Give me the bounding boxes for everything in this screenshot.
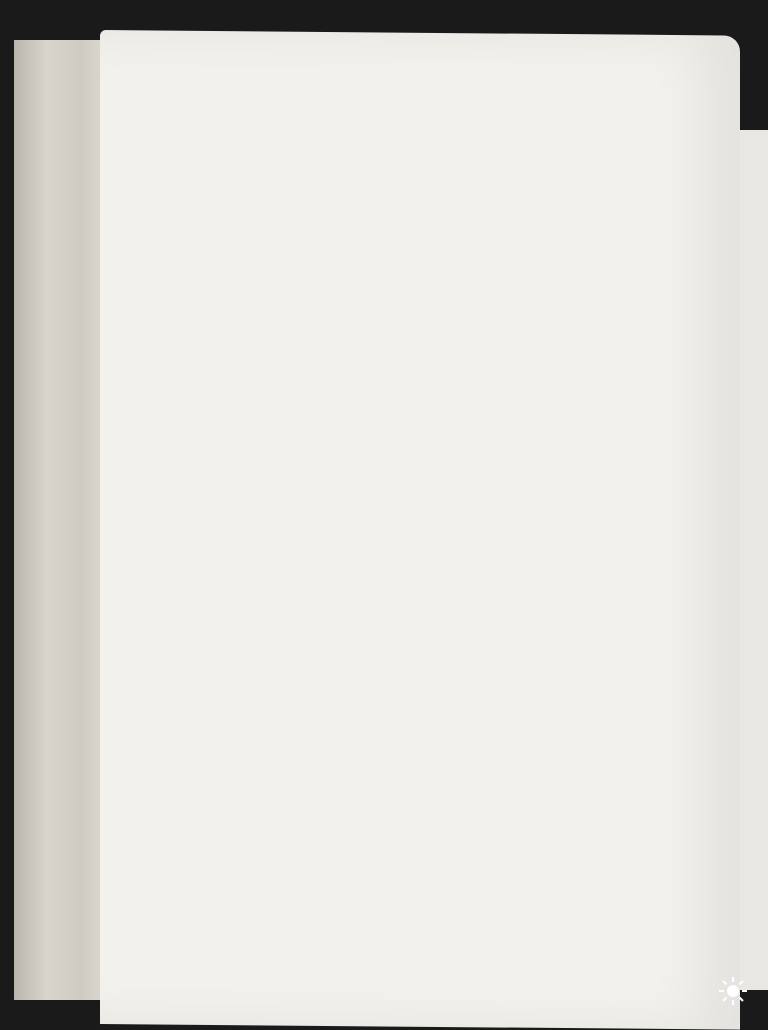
sun-logo-icon: [718, 976, 748, 1006]
left-column: [118, 88, 438, 91]
right-column: [478, 91, 728, 93]
watermark: [718, 976, 754, 1006]
book-page: [100, 30, 740, 1030]
